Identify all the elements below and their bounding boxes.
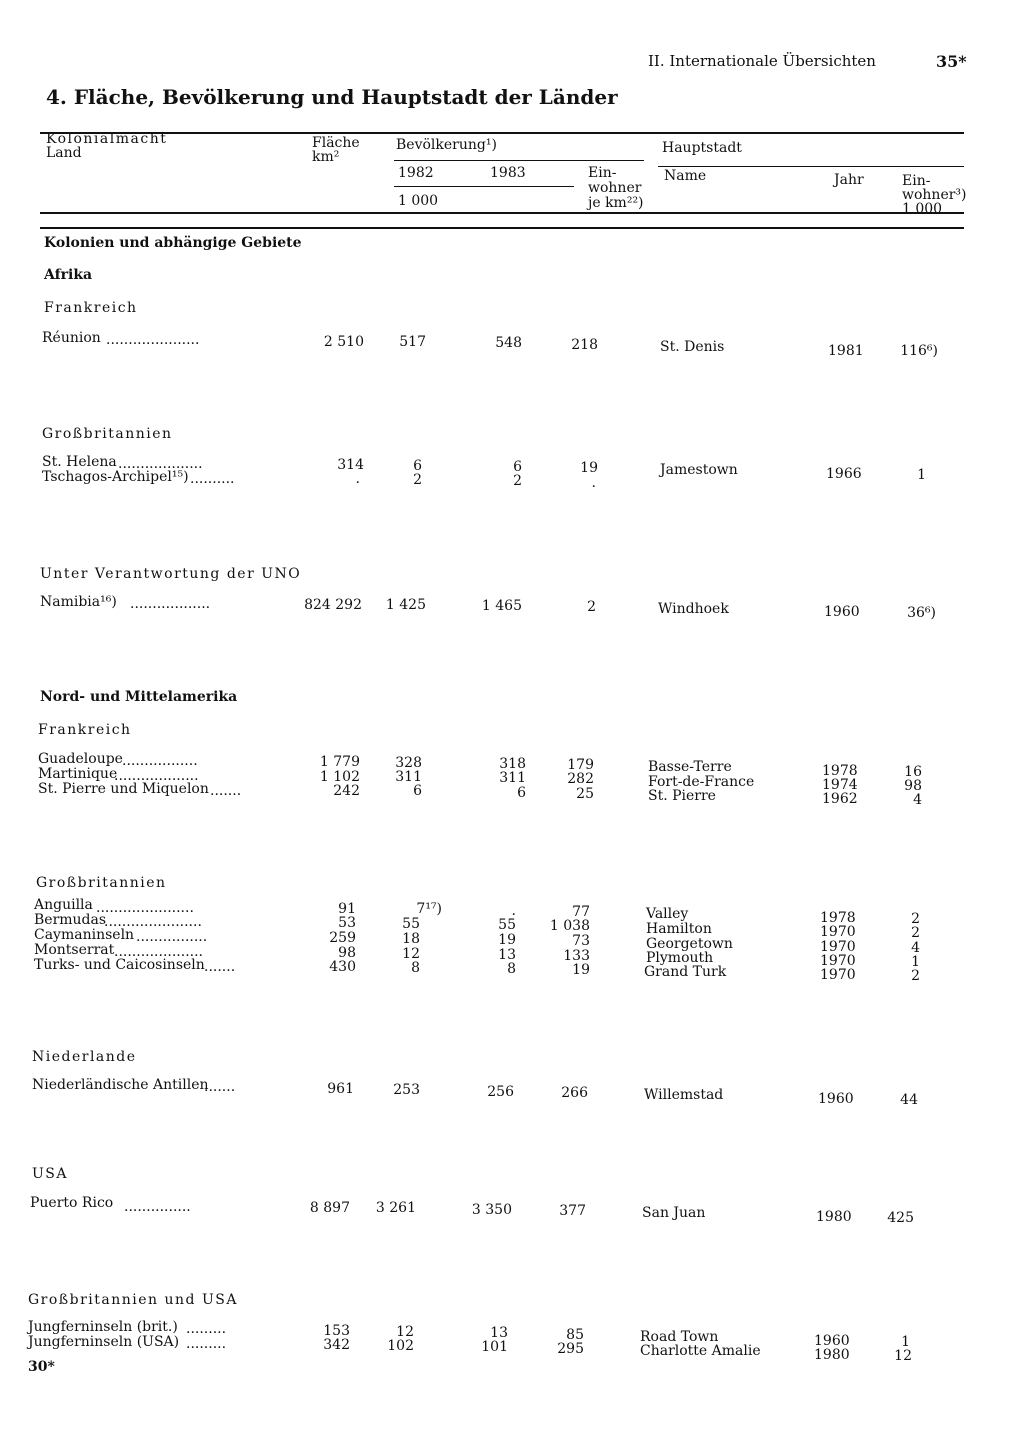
flaeche-cell: 91	[338, 901, 356, 917]
leader-dots: ..................	[130, 596, 211, 612]
leader-dots: .....................	[106, 332, 200, 348]
footer-page-number: 30*	[28, 1359, 55, 1375]
dichte-cell: 19	[572, 962, 590, 978]
land-name: St. Pierre und Miquelon	[38, 781, 209, 797]
einw-cell: 116⁶)	[900, 343, 938, 359]
land-name: Niederländische Antillen	[32, 1077, 209, 1093]
flaeche-cell: 53	[338, 915, 356, 931]
einw-cell: 44	[900, 1092, 918, 1108]
hauptstadt-cell: Road Town	[640, 1329, 719, 1345]
bev1983-cell: 1 465	[481, 598, 522, 614]
dichte-cell: 25	[576, 786, 594, 802]
bev1983-cell: 13	[498, 947, 516, 963]
page-number: 35*	[936, 52, 967, 71]
dichte-cell: 377	[559, 1203, 586, 1219]
col-einwohner-3: je km²²)	[588, 195, 644, 211]
einw-cell: 4	[913, 792, 922, 808]
flaeche-cell: 98	[338, 945, 356, 961]
flaeche-cell: 242	[333, 783, 360, 799]
hauptstadt-cell: St. Denis	[660, 339, 725, 355]
hs-header-rule	[658, 166, 964, 167]
leader-dots: .......	[204, 959, 236, 975]
col-unit-1000: 1 000	[398, 193, 439, 209]
jahr-cell: 1980	[816, 1209, 852, 1225]
section-heading: Großbritannien und USA	[28, 1292, 238, 1308]
section-heading: Frankreich	[44, 300, 138, 316]
land-name: Caymaninseln	[34, 927, 135, 943]
flaeche-cell: 8 897	[309, 1200, 350, 1216]
bev1982-cell: 3 261	[375, 1200, 416, 1216]
table-top-rule	[40, 132, 964, 134]
dichte-cell: 77	[572, 904, 590, 920]
bev1982-cell: 12	[402, 946, 420, 962]
col-name: Name	[664, 168, 707, 184]
dichte-cell: 19	[580, 460, 598, 476]
flaeche-cell: .	[355, 471, 360, 487]
einw-cell: 1	[911, 954, 920, 970]
dichte-cell: 2	[587, 599, 596, 615]
einw-cell: 36⁶)	[907, 605, 936, 621]
hauptstadt-cell: Plymouth	[646, 950, 714, 966]
jahr-cell: 1960	[814, 1333, 850, 1349]
col-flaeche-unit: km²	[312, 149, 340, 165]
hauptstadt-cell: Jamestown	[660, 462, 738, 478]
section-heading: Kolonien und abhängige Gebiete	[44, 235, 302, 251]
flaeche-cell: 314	[337, 457, 364, 473]
col-einw-hs-3: 1 000	[902, 201, 943, 217]
flaeche-cell: 1 779	[319, 754, 360, 770]
col-1983: 1983	[490, 165, 526, 181]
col-einwohner-1: Ein-	[588, 165, 617, 181]
dichte-cell: 1 038	[549, 918, 590, 934]
leader-dots: .........	[186, 1321, 227, 1337]
bev1983-cell: 19	[498, 932, 516, 948]
flaeche-cell: 961	[327, 1081, 354, 1097]
hauptstadt-cell: Basse-Terre	[648, 759, 732, 775]
flaeche-cell: 259	[329, 930, 356, 946]
jahr-cell: 1981	[828, 343, 864, 359]
year-rule	[394, 186, 574, 187]
jahr-cell: 1960	[818, 1091, 854, 1107]
dichte-cell: 73	[572, 933, 590, 949]
hauptstadt-cell: Grand Turk	[644, 964, 727, 980]
section-heading: Nord- und Mittelamerika	[40, 689, 238, 705]
flaeche-cell: 342	[323, 1337, 350, 1353]
flaeche-cell: 153	[323, 1323, 350, 1339]
section-heading: Großbritannien	[42, 426, 173, 442]
land-name: Jungferninseln (USA)	[28, 1334, 180, 1350]
bev1983-cell: 8	[507, 961, 516, 977]
section-heading: Afrika	[44, 267, 93, 283]
col-land: Land	[46, 145, 82, 161]
col-kolonialmacht: Kolonialmacht	[46, 131, 168, 147]
hauptstadt-cell: San Juan	[642, 1205, 706, 1221]
bev1983-cell: 6	[513, 459, 522, 475]
bev1982-cell: 6	[413, 783, 422, 799]
leader-dots: ...............	[124, 1199, 191, 1215]
col-flaeche: Fläche	[312, 135, 360, 151]
einw-cell: 2	[911, 968, 920, 984]
land-name: Tschagos-Archipel¹⁵)	[42, 469, 189, 485]
leader-dots: ...................	[114, 768, 199, 784]
bev1982-cell: 55	[402, 916, 420, 932]
bev1982-cell: 2	[413, 472, 422, 488]
einw-cell: 2	[911, 911, 920, 927]
jahr-cell: 1978	[820, 910, 856, 926]
bev1983-cell: 548	[495, 335, 522, 351]
bev1982-cell: 8	[411, 960, 420, 976]
bev1983-cell: 256	[487, 1084, 514, 1100]
jahr-cell: 1974	[822, 777, 858, 793]
section-heading: USA	[32, 1166, 68, 1182]
bev1983-cell: 2	[513, 473, 522, 489]
leader-dots: .................	[122, 753, 198, 769]
header-bottom-rule-2	[40, 227, 964, 229]
jahr-cell: 1978	[822, 763, 858, 779]
einw-cell: 1	[901, 1334, 910, 1350]
jahr-cell: 1966	[826, 466, 862, 482]
dichte-cell: .	[591, 475, 596, 491]
bev1982-cell: 253	[393, 1082, 420, 1098]
einw-cell: 2	[911, 925, 920, 941]
col-einw-hs-2: wohner³)	[902, 187, 967, 203]
dichte-cell: 295	[557, 1341, 584, 1357]
dichte-cell: 133	[563, 948, 590, 964]
bev1983-cell: 318	[499, 756, 526, 772]
leader-dots: ....................	[114, 944, 204, 960]
header-bottom-rule	[40, 212, 964, 214]
land-name: Anguilla	[34, 897, 93, 913]
col-einwohner-2: wohner	[588, 180, 642, 196]
jahr-cell: 1970	[820, 967, 856, 983]
land-name: Martinique	[38, 766, 118, 782]
leader-dots: ...................	[118, 456, 203, 472]
land-name: Guadeloupe	[38, 751, 123, 767]
jahr-cell: 1970	[820, 953, 856, 969]
bev1982-cell: 1 425	[385, 597, 426, 613]
bev1982-cell: 328	[395, 755, 422, 771]
bev1983-cell: 55	[498, 917, 516, 933]
einw-cell: 16	[904, 764, 922, 780]
section-heading: Frankreich	[38, 722, 132, 738]
leader-dots: ................	[136, 929, 208, 945]
leader-dots: .......	[210, 783, 242, 799]
bev1983-cell: 6	[517, 785, 526, 801]
land-name: Namibia¹⁶)	[40, 594, 117, 610]
section-heading: Niederlande	[32, 1049, 137, 1065]
col-hauptstadt: Hauptstadt	[662, 140, 742, 156]
hauptstadt-cell: Georgetown	[646, 936, 733, 952]
page-title: 4. Fläche, Bevölkerung und Hauptstadt der Länder	[46, 85, 618, 109]
running-head: II. Internationale Übersichten	[648, 52, 876, 70]
land-name: Réunion	[42, 330, 101, 346]
land-name: Jungferninseln (brit.)	[28, 1319, 178, 1335]
jahr-cell: 1960	[824, 604, 860, 620]
einw-cell: 12	[894, 1348, 912, 1364]
bev1982-cell: 102	[387, 1338, 414, 1354]
einw-cell: 1	[917, 467, 926, 483]
bev1982-cell: 311	[395, 769, 422, 785]
bev1982-cell: 18	[402, 931, 420, 947]
hauptstadt-cell: Hamilton	[646, 921, 712, 937]
leader-dots: ......................	[96, 900, 194, 916]
land-name: Puerto Rico	[30, 1195, 114, 1211]
bev-header-rule	[394, 160, 644, 161]
einw-cell: 4	[911, 940, 920, 956]
col-einw-hs-1: Ein-	[902, 173, 931, 189]
hauptstadt-cell: Valley	[646, 906, 689, 922]
dichte-cell: 266	[561, 1085, 588, 1101]
jahr-cell: 1970	[820, 924, 856, 940]
hauptstadt-cell: Willemstad	[644, 1087, 724, 1103]
einw-cell: 98	[904, 778, 922, 794]
bev1982-cell: 7¹⁷)	[416, 901, 442, 917]
bev1983-cell: 311	[499, 770, 526, 786]
flaeche-cell: 2 510	[323, 334, 364, 350]
hauptstadt-cell: St. Pierre	[648, 788, 716, 804]
land-name: Bermudas	[34, 912, 107, 928]
bev1982-cell: 12	[396, 1324, 414, 1340]
land-name: Turks- und Caicosinseln	[34, 957, 205, 973]
col-1982: 1982	[398, 165, 434, 181]
dichte-cell: 218	[571, 337, 598, 353]
section-heading: Großbritannien	[36, 875, 167, 891]
jahr-cell: 1970	[820, 939, 856, 955]
flaeche-cell: 1 102	[319, 769, 360, 785]
jahr-cell: 1980	[814, 1347, 850, 1363]
einw-cell: 425	[887, 1210, 914, 1226]
col-bevoelkerung: Bevölkerung¹)	[396, 137, 497, 153]
col-jahr: Jahr	[834, 172, 864, 188]
dichte-cell: 282	[567, 771, 594, 787]
leader-dots: ......................	[104, 914, 202, 930]
leader-dots: ..........	[190, 471, 235, 487]
flaeche-cell: 430	[329, 959, 356, 975]
flaeche-cell: 824 292	[304, 597, 362, 613]
bev1982-cell: 517	[399, 334, 426, 350]
bev1983-cell: 13	[490, 1325, 508, 1341]
bev1983-cell: 3 350	[471, 1202, 512, 1218]
hauptstadt-cell: Charlotte Amalie	[640, 1343, 761, 1359]
bev1983-cell: 101	[481, 1339, 508, 1355]
hauptstadt-cell: Windhoek	[658, 601, 729, 617]
section-heading: Unter Verantwortung der UNO	[40, 566, 302, 582]
jahr-cell: 1962	[822, 791, 858, 807]
bev1982-cell: 6	[413, 458, 422, 474]
hauptstadt-cell: Fort-de-France	[648, 774, 755, 790]
land-name: St. Helena	[42, 454, 117, 470]
leader-dots: .........	[186, 1336, 227, 1352]
dichte-cell: 85	[566, 1327, 584, 1343]
leader-dots: .......	[204, 1079, 236, 1095]
bev1983-cell: .	[511, 903, 516, 919]
dichte-cell: 179	[567, 757, 594, 773]
land-name: Montserrat	[34, 942, 115, 958]
